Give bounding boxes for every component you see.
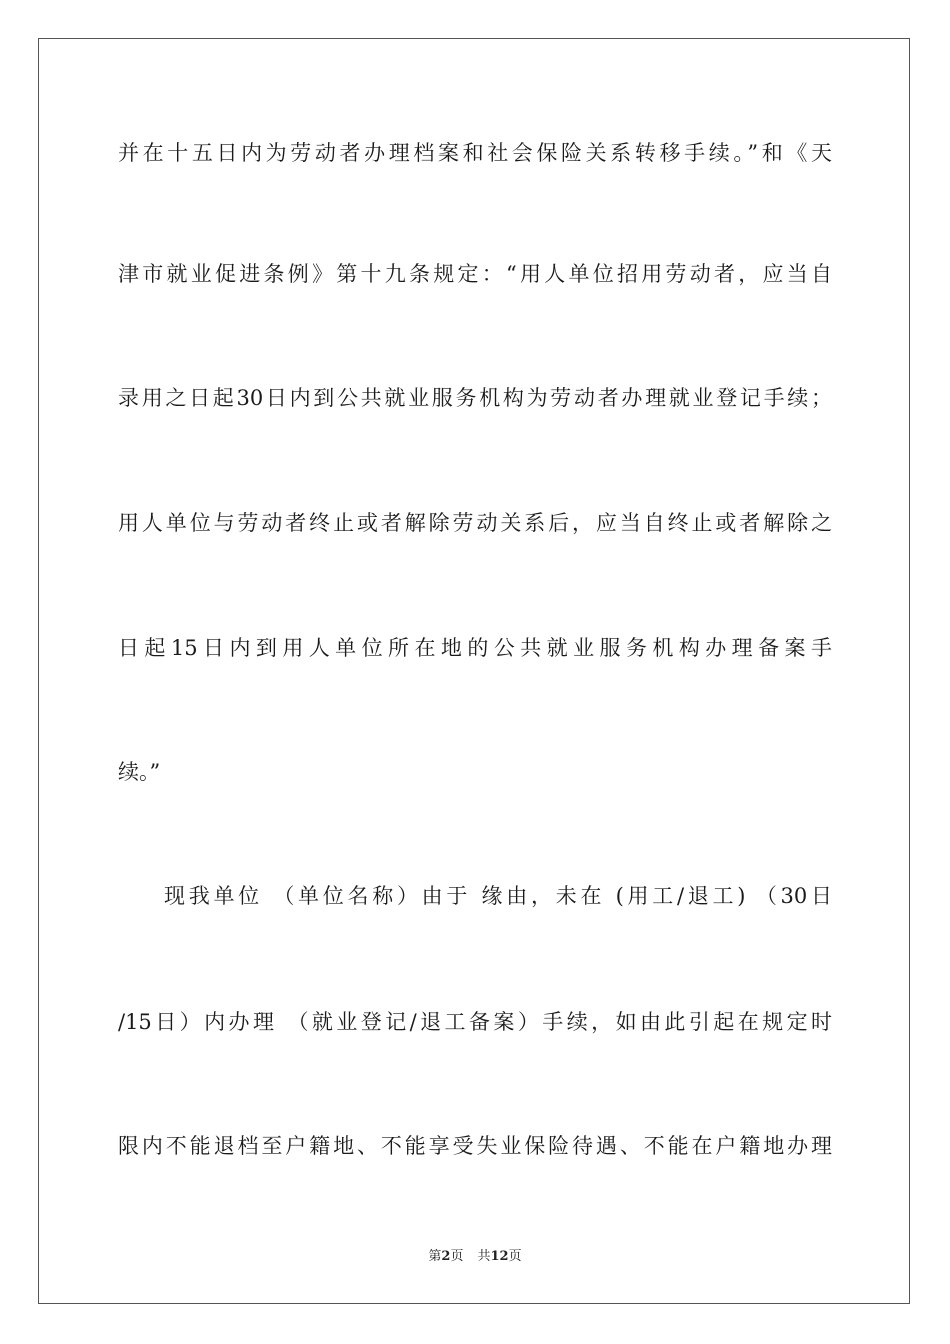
page-footer: [0, 1248, 950, 1266]
body-text-line-7: 现我单位 （单位名称）由于 缘由，未在 (用工/退工) （30日: [164, 884, 832, 908]
body-text-line-8: /15日）内办理 （就业登记/退工备案）手续，如由此引起在规定时: [118, 1010, 832, 1034]
page-number: 2: [441, 1249, 451, 1264]
total-pages: 12: [490, 1249, 509, 1264]
total-prefix: 共: [477, 1249, 491, 1264]
body-text-line-6: 续。”: [118, 760, 161, 784]
body-text-line-5: 日起15日内到用人单位所在地的公共就业服务机构办理备案手: [118, 636, 832, 660]
body-text-line-4: 用人单位与劳动者终止或者解除劳动关系后，应当自终止或者解除之: [118, 511, 832, 535]
total-suffix: 页: [508, 1249, 522, 1264]
page-prefix: 第: [428, 1249, 442, 1264]
body-text-line-1: 并在十五日内为劳动者办理档案和社会保险关系转移手续。”和《天: [118, 141, 832, 165]
body-text-line-2: 津市就业促进条例》第十九条规定：“用人单位招用劳动者，应当自: [118, 262, 832, 286]
body-text-line-3: 录用之日起30日内到公共就业服务机构为劳动者办理就业登记手续；: [118, 386, 832, 410]
body-text-line-9: 限内不能退档至户籍地、不能享受失业保险待遇、不能在户籍地办理: [118, 1134, 832, 1158]
page-suffix: 页: [450, 1249, 464, 1264]
page-border: [38, 38, 910, 1304]
